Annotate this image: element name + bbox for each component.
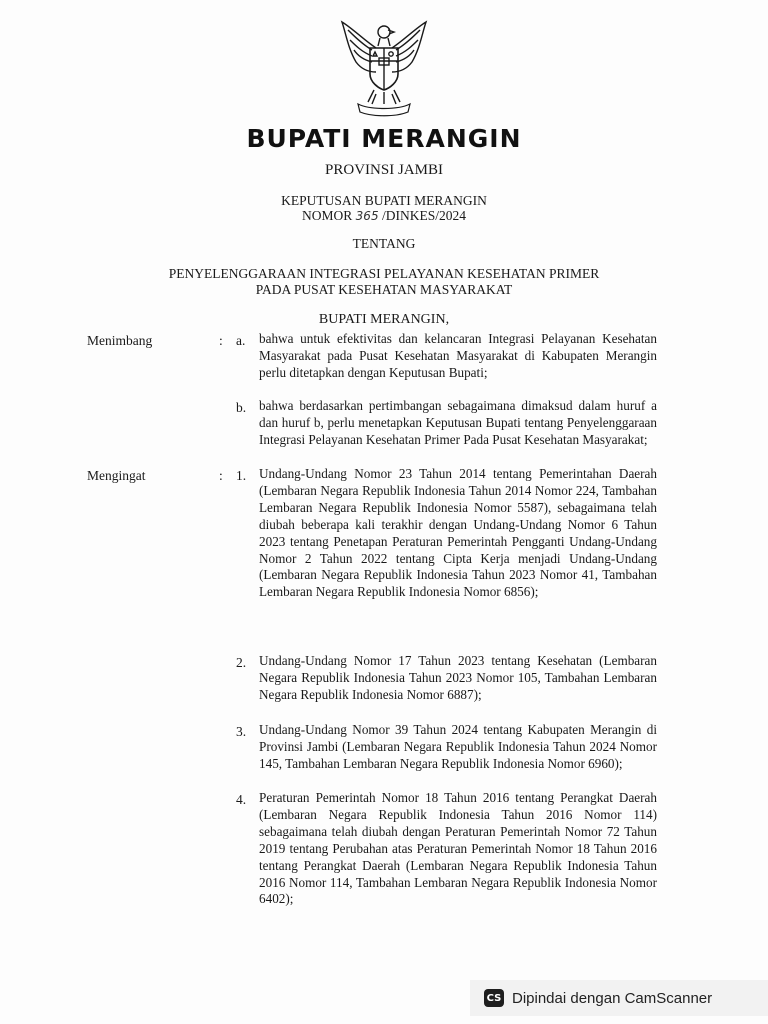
considering-item: bahwa berdasarkan pertimbangan sebagaimana dimaksud dalam huruf a dan huruf b, perlu menetapkan Keputusan Bupati tentang Penyelenggaraan Integrasi Pelayanan Kesehatan Primer Pada Pusat Kesehatan Masyarakat; (259, 398, 657, 447)
province-name: PROVINSI JAMBI (325, 162, 443, 178)
scanner-watermark (470, 980, 768, 1016)
considering-item: bahwa untuk efektivitas dan kelancaran Integrasi Pelayanan Kesehatan Masyarakat pada Pusat Kesehatan Masyarakat di Kabupaten Merangin perlu ditetapkan dengan Keputusan Bupati; (259, 331, 657, 380)
item-marker: b. (236, 400, 247, 415)
section-colon: : (219, 333, 223, 348)
document-heading: BUPATI MERANGIN (246, 124, 522, 153)
number-suffix: /DINKES/2024 (378, 208, 466, 223)
subject-line-2: PADA PUSAT KESEHATAN MASYARAKAT (255, 282, 513, 297)
section-colon: : (219, 468, 223, 483)
legal-basis-item: Undang-Undang Nomor 23 Tahun 2014 tentang Pemerintahan Daerah (Lembaran Negara Republik Indonesia Tahun 2014 Nomor 224, Tambahan Lembaran Negara Republik Indonesia Nomor 5587), sebagaimana telah diubah beberapa kali terakhir dengan Undang-Undang Nomor 6 Tahun 2023 tentang Penetapan Peraturan Pemerintah Pengganti Undang-Undang Nomor 2 Tahun 2022 tentang Cipta Kerja menjadi Undang-Undang (Lembaran Negara Republik Indonesia Tahun 2023 Nomor 41, Tambahan Lembaran Negara Republik Indonesia Nomor 6856); (259, 466, 657, 600)
legal-basis-item: Undang-Undang Nomor 17 Tahun 2023 tentang Kesehatan (Lembaran Negara Republik Indonesia Tahun 2023 Nomor 105, Tambahan Lembaran Negara Republik Indonesia Nomor 6887); (259, 653, 657, 702)
garuda-emblem-icon (328, 18, 440, 122)
legal-basis-item: Peraturan Pemerintah Nomor 18 Tahun 2016 tentang Perangkat Daerah (Lembaran Negara Republik Indonesia Tahun 2016 Nomor 114) sebagaimana telah diubah dengan Peraturan Pemerintah Nomor 72 Tahun 2019 tentang Perubahan atas Peraturan Pemerintah Nomor 18 Tahun 2016 tentang Perangkat Daerah (Lembaran Negara Republik Indonesia Tahun 2016 Nomor 114, Tambahan Lembaran Negara Republik Indonesia Nomor 6402); (259, 790, 657, 907)
about-label: TENTANG (352, 236, 416, 251)
decree-number (0, 208, 768, 224)
number-prefix: NOMOR (302, 208, 356, 223)
handwritten-number: 365 (355, 209, 379, 223)
section-label-menimbang: Menimbang (87, 333, 153, 348)
issuer-line: BUPATI MERANGIN, (318, 312, 450, 327)
item-marker: 1. (236, 468, 247, 483)
item-marker: 2. (236, 655, 247, 670)
section-label-mengingat: Mengingat (87, 468, 146, 483)
item-marker: 3. (236, 724, 247, 739)
watermark-text: Dipindai dengan CamScanner (512, 989, 713, 1007)
subject-line-1: PENYELENGGARAAN INTEGRASI PELAYANAN KESEHATAN PRIMER (168, 266, 600, 281)
camscanner-logo-icon: CS (484, 989, 504, 1007)
legal-basis-item: Undang-Undang Nomor 39 Tahun 2024 tentang Kabupaten Merangin di Provinsi Jambi (Lembaran Negara Republik Indonesia Tahun 2024 Nomor 145, Tambahan Lembaran Negara Republik Indonesia Nomor 6960); (259, 722, 657, 771)
item-marker: a. (236, 333, 246, 348)
item-marker: 4. (236, 792, 247, 807)
decree-title: KEPUTUSAN BUPATI MERANGIN (281, 193, 487, 208)
